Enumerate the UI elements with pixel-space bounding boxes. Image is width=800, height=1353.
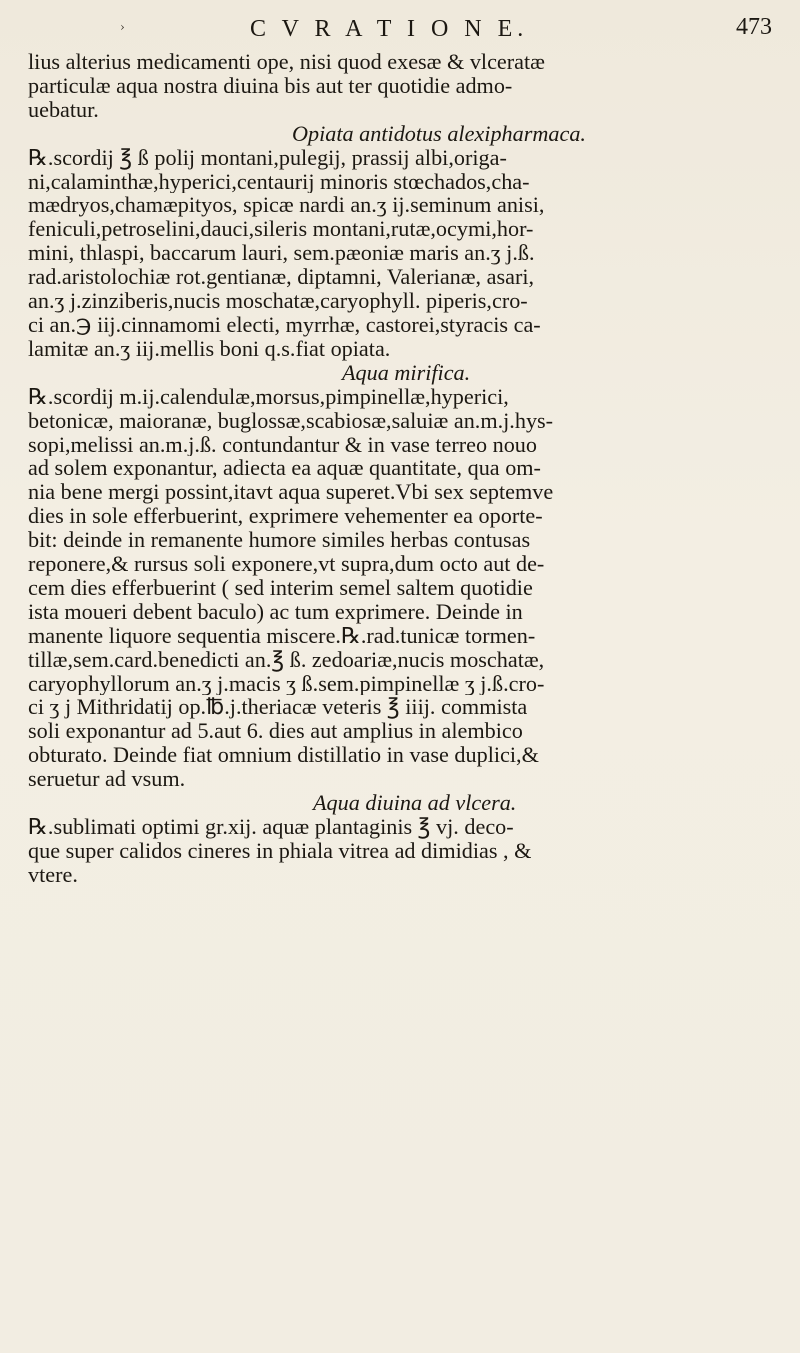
text-line: seruetur ad vsum.	[28, 767, 186, 792]
text-line: manente liquore sequentia miscere.℞.rad.tunicæ tormen-	[28, 623, 536, 648]
text-line: mædryos,chamæpityos, spicæ nardi an.ʒ ij.seminum anisi,	[28, 193, 545, 218]
text-line: nia bene mergi possint,itavt aqua superet.Vbi sex septemve	[28, 480, 554, 505]
page-body	[28, 50, 784, 887]
text-line: feniculi,petroselini,dauci,sileris montani,rutæ,ocymi,hor-	[28, 217, 534, 242]
text-line: lius alterius medicamenti ope, nisi quod exesæ & vlceratæ	[28, 50, 545, 74]
text-line: dies in sole efferbuerint, exprimere vehementer ea oporte-	[28, 504, 543, 529]
intro-paragraph	[28, 50, 784, 122]
text-line: particulæ aqua nostra diuina bis aut ter quotidie admo-	[28, 73, 513, 98]
text-line: ad solem exponantur, adiecta ea aquæ quantitate, qua om-	[28, 456, 541, 481]
text-line: soli exponantur ad 5.aut 6. dies aut amplius in alembico	[28, 719, 523, 744]
text-line: lamitæ an.ʒ iij.mellis boni q.s.fiat opiata.	[28, 336, 391, 361]
text-line: caryophyllorum an.ʒ j.macis ʒ ß.sem.pimpinellæ ʒ j.ß.cro-	[28, 671, 545, 696]
text-line: ℞.scordij m.ij.calendulæ,morsus,pimpinellæ,hyperici,	[28, 384, 509, 409]
text-line: ista moueri debent baculo) ac tum exprimere. Deinde in	[28, 599, 523, 624]
text-line: ci ʒ j Mithridatij op.℔.j.theriacæ veteris ℥ iiij. commista	[28, 695, 528, 720]
text-line: mini, thlaspi, baccarum lauri, sem.pæoniæ maris an.ʒ j.ß.	[28, 241, 535, 266]
text-line: cem dies efferbuerint ( sed interim semel saltem quotidie	[28, 575, 533, 600]
text-line: que super calidos cineres in phiala vitrea ad dimidias , &	[28, 838, 532, 863]
text-line: bit: deinde in remanente humore similes herbas contusas	[28, 528, 531, 553]
text-line: tillæ,sem.card.benedicti an.℥ ß. zedoariæ,nucis moschatæ,	[28, 647, 545, 672]
text-line: rad.aristolochiæ rot.gentianæ, diptamni, Valerianæ, asari,	[28, 265, 535, 290]
recipe-heading: Aqua mirifica.	[342, 359, 471, 385]
text-line: an.ʒ j.zinziberis,nucis moschatæ,caryophyll. piperis,cro-	[28, 289, 528, 313]
text-line: vtere.	[28, 862, 78, 887]
running-head: C V R A T I O N E.	[250, 16, 529, 42]
text-line: sopi,melissi an.m.j.ß. contundantur & in vase terreo nouo	[28, 432, 537, 457]
page-number: 473	[736, 14, 772, 40]
recipe-aqua-mirifica	[28, 361, 784, 791]
text-line: ℞.sublimati optimi gr.xij. aquæ plantaginis ℥ vj. deco-	[28, 815, 514, 839]
signature-mark: ›	[120, 20, 125, 34]
recipe-opiata	[28, 122, 784, 361]
text-line: ℞.scordij ℥ ß polij montani,pulegij, prassij albi,origa-	[28, 145, 507, 170]
text-line: uebatur.	[28, 97, 99, 122]
recipe-heading: Aqua diuina ad vlcera.	[313, 790, 517, 816]
recipe-heading: Opiata antidotus alexipharmaca.	[292, 120, 586, 146]
recipe-aqua-diuina	[28, 791, 784, 887]
text-line: betonicæ, maioranæ, buglossæ,scabiosæ,saluiæ an.m.j.hys-	[28, 408, 554, 433]
text-line: obturato. Deinde fiat omnium distillatio in vase duplici,&	[28, 743, 539, 768]
text-line: ni,calaminthæ,hyperici,centaurij minoris stœchados,cha-	[28, 169, 530, 194]
page-header	[0, 14, 800, 48]
text-line: ci an.℈ iij.cinnamomi electi, myrrhæ, castorei,styracis ca-	[28, 312, 541, 337]
text-line: reponere,& rursus soli exponere,vt supra,dum octo aut de-	[28, 552, 545, 576]
